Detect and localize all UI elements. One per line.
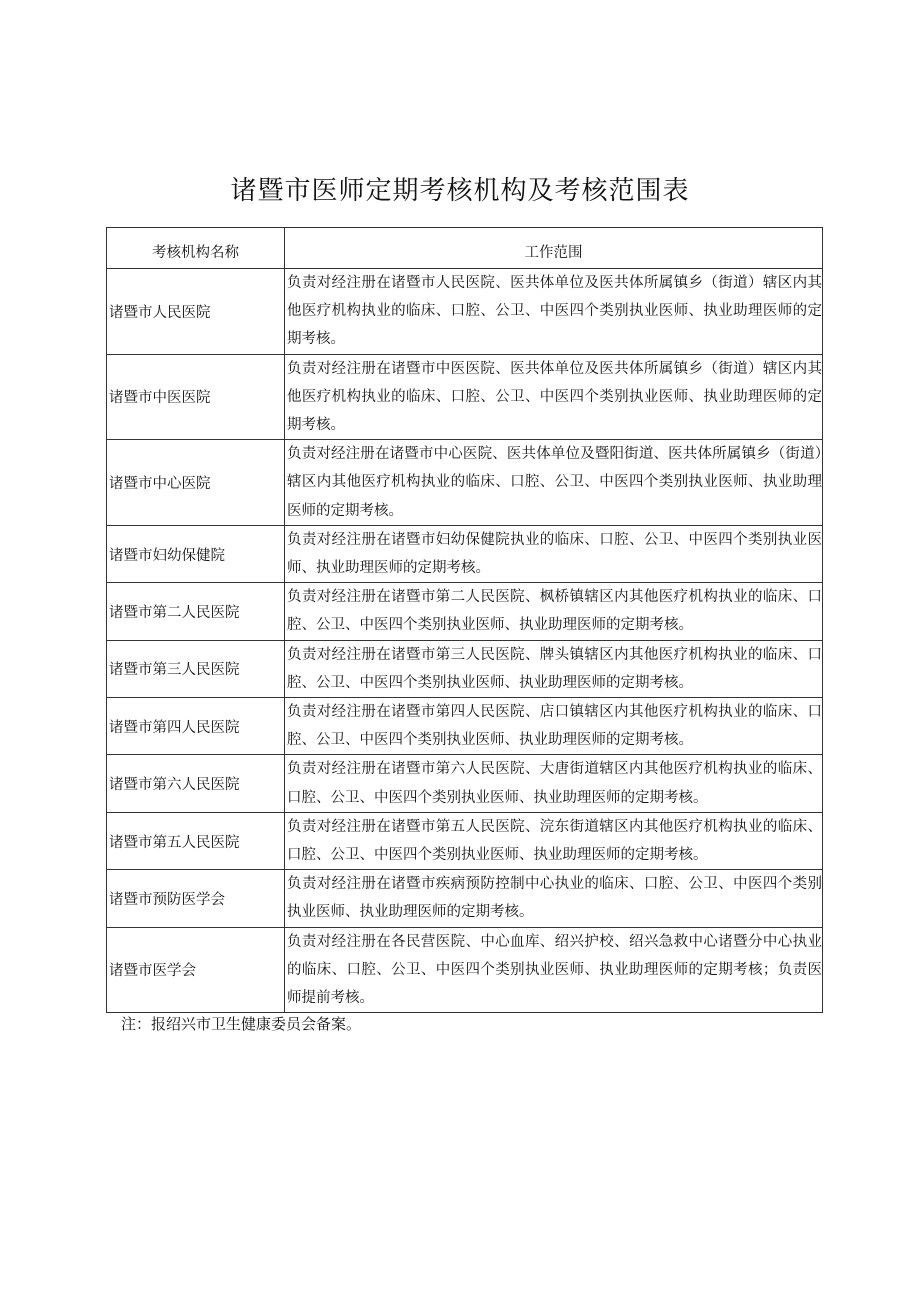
institution-name: 诸暨市第五人民医院 [107,812,285,869]
table-row [107,812,823,869]
work-scope: 负责对经注册在诸暨市第六人民医院、大唐街道辖区内其他医疗机构执业的临床、口腔、公卫、中医四个类别执业医师、执业助理医师的定期考核。 [285,755,823,812]
assessment-table [106,227,823,1013]
table-header-row [107,228,823,269]
header-institution-name: 考核机构名称 [107,228,285,269]
header-work-scope: 工作范围 [285,228,823,269]
institution-name: 诸暨市第二人民医院 [107,583,285,640]
institution-name: 诸暨市预防医学会 [107,870,285,927]
institution-name: 诸暨市第三人民医院 [107,640,285,697]
table-row [107,698,823,755]
work-scope: 负责对经注册在诸暨市第五人民医院、浣东街道辖区内其他医疗机构执业的临床、口腔、公卫、中医四个类别执业医师、执业助理医师的定期考核。 [285,812,823,869]
table-row [107,525,823,582]
table-row [107,354,823,440]
table-row [107,583,823,640]
work-scope: 负责对经注册在诸暨市中医医院、医共体单位及医共体所属镇乡（街道）辖区内其他医疗机构执业的临床、口腔、公卫、中医四个类别执业医师、执业助理医师的定期考核。 [285,354,823,440]
institution-name: 诸暨市中医医院 [107,354,285,440]
table-row [107,755,823,812]
institution-name: 诸暨市妇幼保健院 [107,525,285,582]
work-scope: 负责对经注册在诸暨市疾病预防控制中心执业的临床、口腔、公卫、中医四个类别执业医师、执业助理医师的定期考核。 [285,870,823,927]
table-row [107,640,823,697]
institution-name: 诸暨市第四人民医院 [107,698,285,755]
work-scope: 负责对经注册在诸暨市妇幼保健院执业的临床、口腔、公卫、中医四个类别执业医师、执业助理医师的定期考核。 [285,525,823,582]
table-row [107,440,823,526]
table-row [107,927,823,1013]
work-scope: 负责对经注册在诸暨市人民医院、医共体单位及医共体所属镇乡（街道）辖区内其他医疗机构执业的临床、口腔、公卫、中医四个类别执业医师、执业助理医师的定期考核。 [285,269,823,355]
work-scope: 负责对经注册在各民营医院、中心血库、绍兴护校、绍兴急救中心诸暨分中心执业的临床、口腔、公卫、中医四个类别执业医师、执业助理医师的定期考核；负责医师提前考核。 [285,927,823,1013]
institution-name: 诸暨市第六人民医院 [107,755,285,812]
work-scope: 负责对经注册在诸暨市中心医院、医共体单位及暨阳街道、医共体所属镇乡（街道）辖区内其他医疗机构执业的临床、口腔、公卫、中医四个类别执业医师、执业助理医师的定期考核。 [285,440,823,526]
work-scope: 负责对经注册在诸暨市第四人民医院、店口镇辖区内其他医疗机构执业的临床、口腔、公卫、中医四个类别执业医师、执业助理医师的定期考核。 [285,698,823,755]
footnote: 注：报绍兴市卫生健康委员会备案。 [121,1015,362,1033]
page-title: 诸暨市医师定期考核机构及考核范围表 [230,176,690,206]
institution-name: 诸暨市中心医院 [107,440,285,526]
table-row [107,269,823,355]
table-row [107,870,823,927]
institution-name: 诸暨市医学会 [107,927,285,1013]
work-scope: 负责对经注册在诸暨市第三人民医院、牌头镇辖区内其他医疗机构执业的临床、口腔、公卫、中医四个类别执业医师、执业助理医师的定期考核。 [285,640,823,697]
work-scope: 负责对经注册在诸暨市第二人民医院、枫桥镇辖区内其他医疗机构执业的临床、口腔、公卫、中医四个类别执业医师、执业助理医师的定期考核。 [285,583,823,640]
institution-name: 诸暨市人民医院 [107,269,285,355]
